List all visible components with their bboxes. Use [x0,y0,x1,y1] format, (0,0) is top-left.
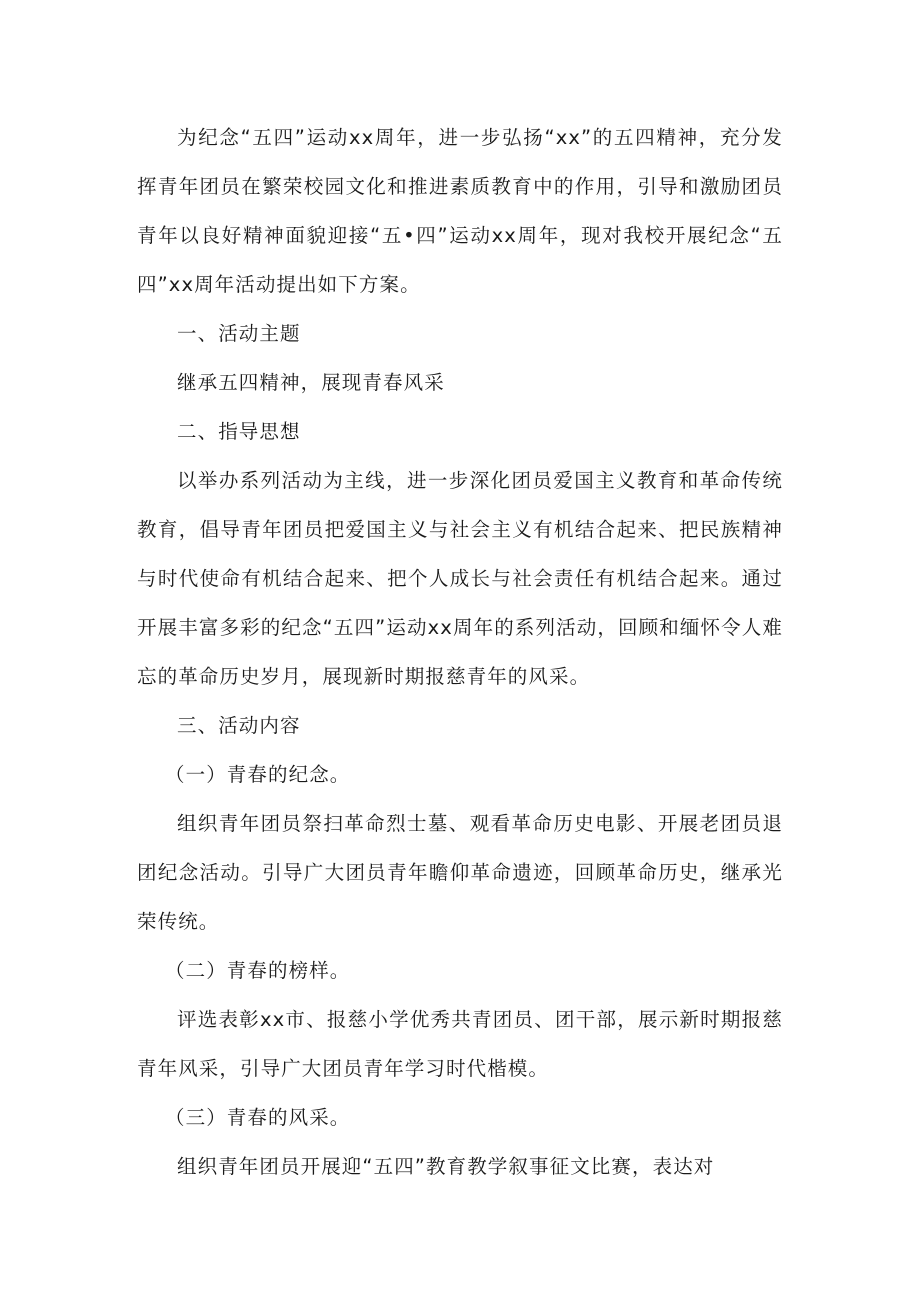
document-body [137,113,783,1191]
section-heading-guiding-ideology: 二、指导思想 [177,420,301,443]
activity-item-title-3: （三）青春的风采。 [165,1106,351,1129]
activity-item-text-2: 评选表彰xx市、报慈小学优秀共青团员、团干部，展示新时期报慈青年风采，引导广大团员青年学习时代楷模。 [137,1008,783,1080]
activity-item-text-1: 组织青年团员祭扫革命烈士墓、观看革命历史电影、开展老团员退团纪念活动。引导广大团员青年瞻仰革命遗迹，回顾革命历史，继承光荣传统。 [137,812,783,933]
activity-item-title-1: （一）青春的纪念。 [165,763,351,786]
theme-text: 继承五四精神，展现青春风采 [177,371,445,394]
section-heading-theme: 一、活动主题 [177,322,301,345]
activity-item-text-3: 组织青年团员开展迎“五四”教育教学叙事征文比赛，表达对 [177,1155,715,1178]
guiding-ideology-paragraph: 以举办系列活动为主线，进一步深化团员爱国主义教育和革命传统教育，倡导青年团员把爱国主义与社会主义有机结合起来、把民族精神与时代使命有机结合起来、把个人成长与社会责任有机结合起来。通过开展丰富多彩的纪念“五四”运动xx周年的系列活动，回顾和缅怀令人难忘的革命历史岁月，展现新时期报慈青年的风采。 [137,469,783,688]
intro-paragraph: 为纪念“五四”运动xx周年，进一步弘扬“xx”的五四精神，充分发挥青年团员在繁荣校园文化和推进素质教育中的作用，引导和激励团员青年以良好精神面貌迎接“五•四”运动xx周年，现对我校开展纪念“五四”xx周年活动提出如下方案。 [137,126,783,296]
section-heading-activity-content: 三、活动内容 [177,714,301,737]
activity-item-title-2: （二）青春的榜样。 [165,959,351,982]
